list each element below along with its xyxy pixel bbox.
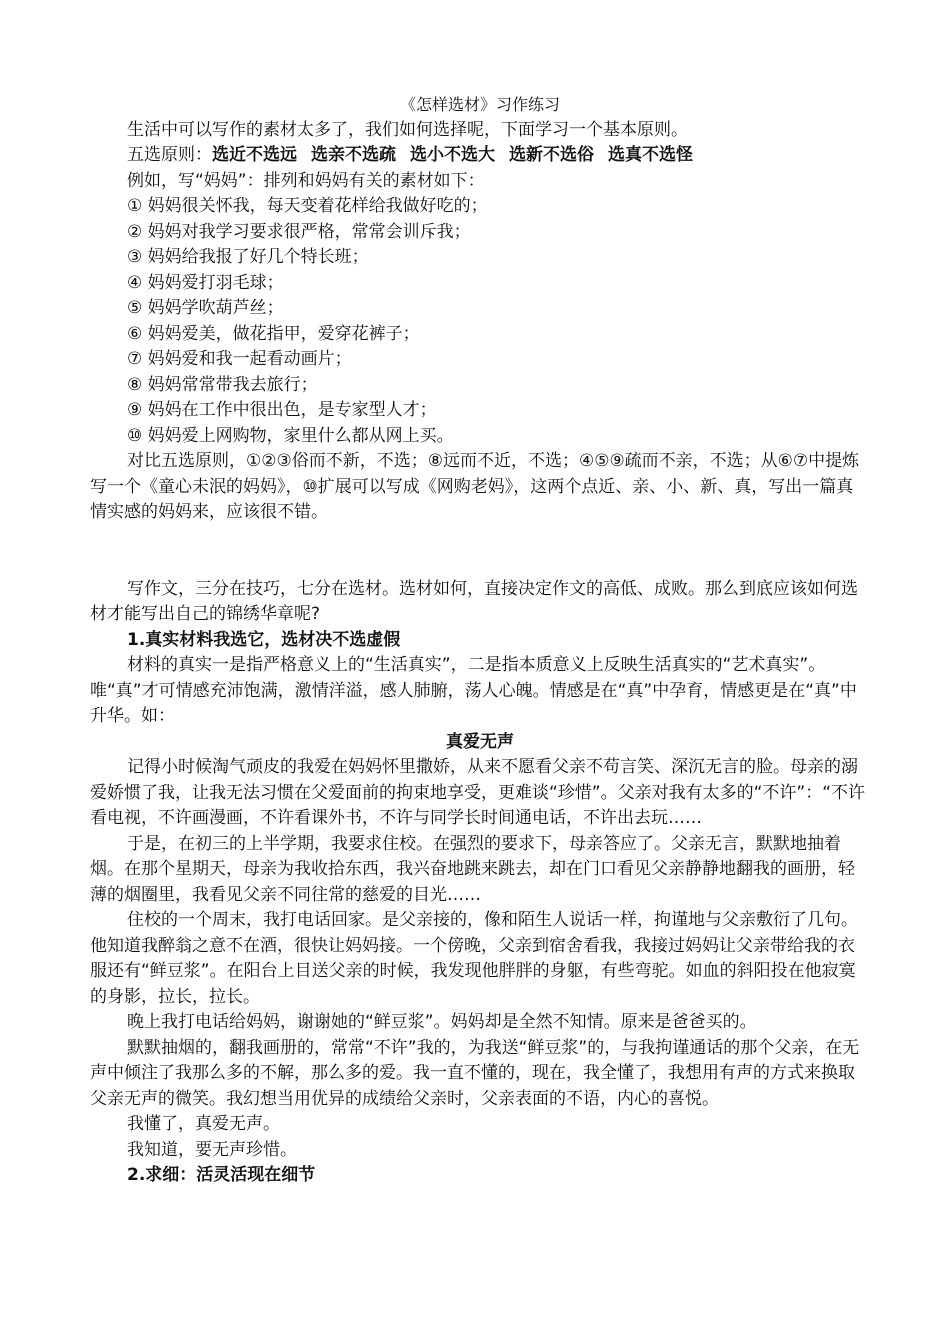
material-paragraph: 材料的真实一是指严格意义上的“生活真实”，二是指本质意义上反映生活真实的“艺术真实”。唯“真”才可情感充沛饱满，激情洋溢，感人肺腑，荡人心魄。情感是在“真”中孕育，情感更是在“真”中升华。如： [90, 655, 857, 726]
list-item: ④ 妈妈爱打羽毛球； [127, 272, 284, 293]
principle-5: 选真不选怪 [608, 145, 693, 165]
list-item: ③ 妈妈给我报了好几个特长班； [127, 247, 369, 267]
list-item: ⑨ 妈妈在工作中很出色，是专家型人才； [127, 400, 437, 420]
document-page [90, 92, 870, 1189]
comparison-paragraph: 对比五选原则，①②③俗而不新，不选；⑧远而不近，不选；④⑤⑨疏而不亲，不选；从⑥⑦中提炼写一个《童心未泯的妈妈》，⑩扩展可以写成《网购老妈》，这两个点近、亲、小、新、真，写出一篇真情实感的妈妈来，应该很不错。 [90, 451, 860, 522]
essay-paragraph: 晚上我打电话给妈妈，谢谢她的“鲜豆浆”。妈妈却是全然不知情。原来是爸爸买的。 [127, 1012, 757, 1032]
principle-4: 选新不选俗 [509, 145, 594, 165]
principle-2: 选亲不选疏 [311, 145, 396, 165]
document-title: 《怎样选材》习作练习 [399, 95, 560, 114]
essay-paragraph: 住校的一个周末，我打电话回家。是父亲接的，像和陌生人说话一样，拘谨地与父亲敷衍了几句。他知道我醉翁之意不在酒，很快让妈妈接。一个傍晚，父亲到宿舍看我，我接过妈妈让父亲带给我的衣服还有“鲜豆浆”。在阳台上目送父亲的时候，我发现他胖胖的身躯，有些弯驼。如血的斜阳投在他寂寞的身影，拉长，拉长。 [90, 910, 858, 1007]
essay-title: 真爱无声 [446, 731, 514, 752]
essay-paragraph: 我懂了，真爱无声。 [127, 1114, 280, 1134]
list-item: ① 妈妈很关怀我，每天变着花样给我做好吃的； [127, 196, 488, 216]
list-item: ⑥ 妈妈爱美，做花指甲，爱穿花裤子； [127, 323, 420, 344]
principles-label: 五选原则： [127, 145, 212, 165]
writing-paragraph: 写作文，三分在技巧，七分在选材。选材如何，直接决定作文的高低、成败。那么到底应该如何选材才能写出自己的锦绣华章呢? [90, 578, 858, 624]
essay-paragraph: 默默抽烟的，翻我画册的，常常“不许”我的，为我送“鲜豆浆”的，与我拘谨通话的那个父亲，在无声中倾注了我那么多的不解，那么多的爱。我一直不懂的，现在，我全懂了，我想用有声的方式来换取父亲无声的微笑。我幻想当用优异的成绩给父亲时，父亲表面的不语，内心的喜悦。 [90, 1037, 860, 1109]
list-item: ⑩ 妈妈爱上网购物，家里什么都从网上买。 [127, 425, 454, 446]
section-heading-1: 1.真实材料我选它，选材决不选虚假 [127, 629, 401, 650]
example-intro: 例如，写“妈妈”：排列和妈妈有关的素材如下： [127, 170, 485, 191]
list-item: ② 妈妈对我学习要求很严格，常常会训斥我； [127, 221, 471, 242]
principle-1: 选近不选远 [212, 145, 297, 165]
principle-3: 选小不选大 [410, 145, 495, 165]
list-item: ⑦ 妈妈爱和我一起看动画片； [127, 349, 352, 369]
essay-paragraph: 我知道，要无声珍惜。 [127, 1139, 297, 1160]
list-item: ⑤ 妈妈学吹葫芦丝； [127, 298, 284, 318]
section-heading-2: 2.求细：活灵活现在细节 [127, 1165, 316, 1185]
intro-paragraph: 生活中可以写作的素材太多了，我们如何选择呢，下面学习一个基本原则。 [127, 119, 688, 140]
essay-paragraph: 记得小时候淘气顽皮的我爱在妈妈怀里撒娇，从来不愿看父亲不苟言笑、深沉无言的脸。母亲的溺爱娇惯了我，让我无法习惯在父爱面前的拘束地享受，更难谈“珍惜”。父亲对我有太多的“不许”：“不许看电视，不许画漫画，不许看课外书，不许与同学长时间通电话，不许出去玩…… [90, 757, 866, 828]
essay-paragraph: 于是，在初三的上半学期，我要求住校。在强烈的要求下，母亲答应了。父亲无言，默默地抽着烟。在那个星期天，母亲为我收拾东西，我兴奋地跳来跳去，却在门口看见父亲静静地翻我的画册，轻薄的烟圈里，我看见父亲不同往常的慈爱的目光…… [90, 833, 855, 905]
section-gap [90, 526, 870, 577]
list-item: ⑧ 妈妈常常带我去旅行； [127, 374, 318, 395]
principles-line [90, 143, 870, 169]
